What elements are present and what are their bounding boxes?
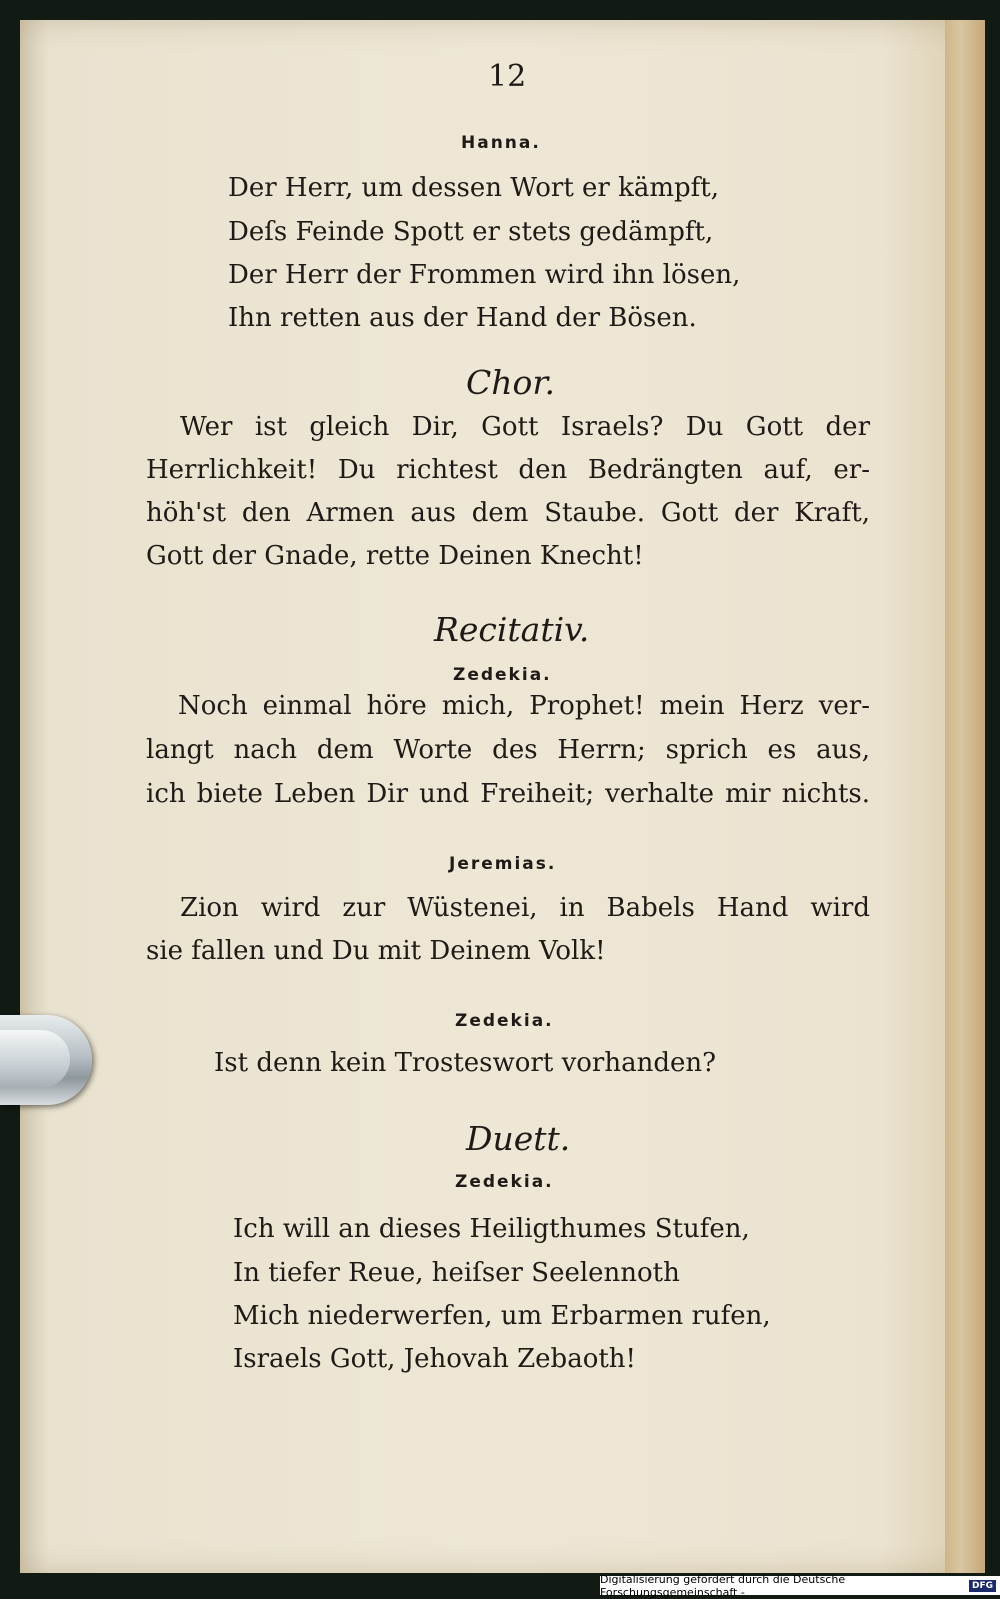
zedekia-line-2: langt nach dem Worte des Herrn; sprich es aus, (146, 735, 870, 765)
speaker-jeremias: Jeremias. (449, 854, 557, 874)
chor-line-1: Wer ist gleich Dir, Gott Israels? Du Gott der (180, 412, 870, 442)
page-number: 12 (488, 59, 527, 94)
hanna-line-3: Der Herr der Frommen wird ihn lösen, (228, 260, 741, 290)
hanna-line-4: Ihn retten aus der Hand der Bösen. (228, 303, 697, 333)
dfg-logo: DFG (969, 1580, 996, 1592)
zedekia-line-1: Noch einmal höre mich, Prophet! mein Herz ver- (178, 691, 870, 721)
zedekia-line-single: Ist denn kein Trosteswort vorhanden? (214, 1048, 717, 1078)
heading-recitativ: Recitativ. (434, 610, 590, 649)
jeremias-line-2: sie fallen und Du mit Deinem Volk! (146, 936, 606, 966)
duett-line-4: Israels Gott, Jehovah Zebaoth! (233, 1344, 636, 1374)
chor-line-3: höh'st den Armen aus dem Staube. Gott der Kraft, (146, 498, 870, 528)
heading-duett: Duett. (466, 1119, 571, 1158)
hanna-line-1: Der Herr, um dessen Wort er kämpft, (228, 173, 720, 203)
page-edge (945, 20, 985, 1573)
speaker-zedekia-1: Zedekia. (453, 665, 552, 685)
chor-line-2: Herrlichkeit! Du richtest den Bedrängten auf, er- (146, 455, 870, 485)
speaker-zedekia-3: Zedekia. (455, 1172, 554, 1192)
chor-line-4: Gott der Gnade, rette Deinen Knecht! (146, 541, 644, 571)
footer-text: Digitalisierung gefördert durch die Deutsche Forschungsgemeinschaft - (600, 1572, 846, 1599)
jeremias-line-1: Zion wird zur Wüstenei, in Babels Hand wird (180, 893, 870, 923)
duett-line-1: Ich will an dieses Heiligthumes Stufen, (233, 1214, 750, 1244)
digitization-footer (600, 1572, 1000, 1599)
zedekia-line-3: ich biete Leben Dir und Freiheit; verhalte mir nichts. (146, 779, 870, 809)
page-clip-highlight (0, 1030, 70, 1088)
hanna-line-2: Deſs Feinde Spott er stets gedämpft, (228, 217, 714, 247)
heading-chor: Chor. (466, 363, 556, 402)
speaker-zedekia-2: Zedekia. (455, 1011, 554, 1031)
duett-line-2: In tiefer Reue, heiſser Seelennoth (233, 1258, 680, 1288)
duett-line-3: Mich niederwerfen, um Erbarmen rufen, (233, 1301, 771, 1331)
speaker-hanna: Hanna. (461, 133, 541, 153)
